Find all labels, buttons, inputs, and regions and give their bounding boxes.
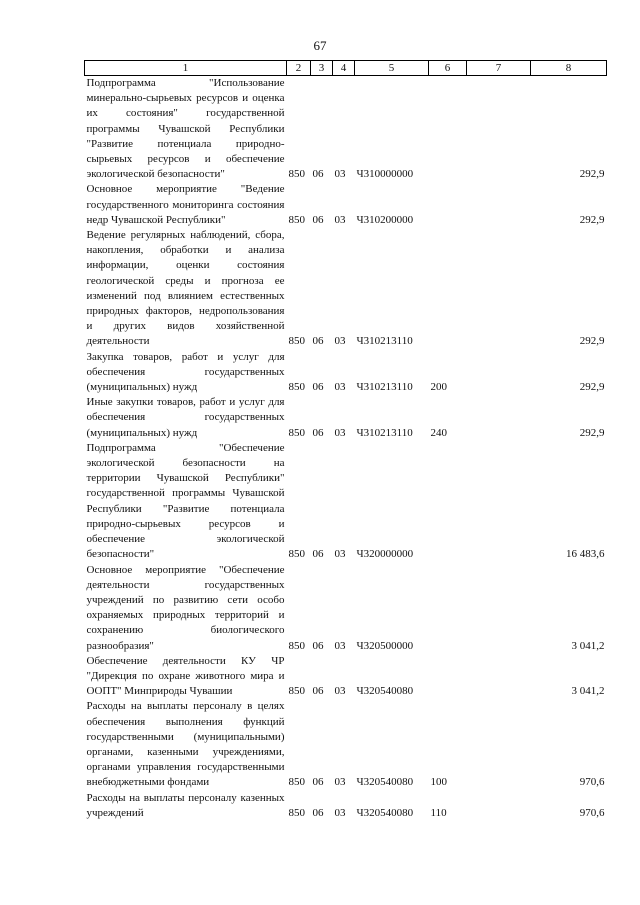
row-expense-type-cell [429, 654, 467, 700]
row-section-cell: 06 [312, 776, 324, 789]
row-col7-cell [467, 350, 531, 396]
row-ministry-cell: 850 [288, 806, 305, 819]
row-section-cell: 06 [312, 548, 324, 561]
table-row [85, 563, 607, 654]
row-ministry-cell: 850 [288, 381, 305, 394]
row-col7-cell [467, 228, 531, 350]
row-section-cell: 06 [312, 381, 324, 394]
row-target-article-cell: Ч310213110 [356, 426, 413, 439]
row-expense-type-cell [429, 76, 467, 183]
table-row [85, 441, 607, 563]
row-col7-cell [467, 563, 531, 654]
row-target-article-cell: Ч310200000 [356, 213, 414, 226]
row-expense-type-cell [429, 228, 467, 350]
row-section-cell: 06 [312, 168, 324, 181]
row-target-article-cell: Ч320000000 [356, 548, 414, 561]
table-row [85, 395, 607, 441]
column-header-section: 3 [311, 61, 333, 76]
row-ministry-cell: 850 [288, 168, 305, 181]
table-header-row [85, 61, 607, 76]
row-amount-cell: 16 483,6 [566, 548, 605, 561]
row-amount-cell: 970,6 [579, 806, 605, 819]
row-subsection-cell: 03 [334, 776, 346, 789]
row-amount-cell: 292,9 [579, 426, 605, 439]
table-row [85, 182, 607, 228]
row-section-cell: 06 [312, 639, 324, 652]
row-col7-cell [467, 441, 531, 563]
column-header-name: 1 [85, 61, 287, 76]
row-expense-type-cell: 200 [430, 381, 447, 394]
row-name-cell: Расходы на выплаты персоналу в целях обеспечения выполнения функций государственными (муниципальными) органами, казенными учреждениями, органами управления государственными внебюджетными фондами [86, 700, 285, 789]
row-section-cell: 06 [312, 335, 324, 348]
row-target-article-cell: Ч320540080 [356, 776, 414, 789]
row-target-article-cell: Ч310213110 [356, 381, 413, 394]
row-amount-cell: 292,9 [579, 168, 605, 181]
row-section-cell: 06 [312, 426, 324, 439]
row-target-article-cell: Ч320500000 [356, 639, 414, 652]
row-expense-type-cell: 110 [430, 806, 447, 819]
row-section-cell: 06 [312, 806, 324, 819]
row-target-article-cell: Ч310000000 [356, 168, 414, 181]
table-body [85, 76, 607, 821]
row-name-cell: Иные закупки товаров, работ и услуг для обеспечения государственных (муниципальных) нужд [86, 396, 285, 439]
table-row [85, 76, 607, 183]
row-expense-type-cell [429, 441, 467, 563]
row-col7-cell [467, 395, 531, 441]
table-row [85, 791, 607, 821]
column-header-subsection: 4 [333, 61, 355, 76]
table-row [85, 350, 607, 396]
row-subsection-cell: 03 [334, 806, 346, 819]
row-expense-type-cell [429, 182, 467, 228]
row-ministry-cell: 850 [288, 639, 305, 652]
row-col7-cell [467, 654, 531, 700]
row-ministry-cell: 850 [288, 685, 305, 698]
column-header-amount: 8 [531, 61, 607, 76]
row-subsection-cell: 03 [334, 335, 346, 348]
row-ministry-cell: 850 [288, 776, 305, 789]
row-amount-cell: 292,9 [579, 335, 605, 348]
column-header-expense-type: 6 [429, 61, 467, 76]
row-amount-cell: 3 041,2 [571, 639, 605, 652]
row-col7-cell [467, 182, 531, 228]
row-section-cell: 06 [312, 685, 324, 698]
row-name-cell: Закупка товаров, работ и услуг для обеспечения государственных (муниципальных) нужд [86, 350, 285, 394]
row-ministry-cell: 850 [288, 426, 305, 439]
column-header-7: 7 [467, 61, 531, 76]
row-name-cell: Подпрограмма "Использование минерально-сырьевых ресурсов и оценка их состояния" государственной программы Чувашской Республики "Развитие потенциала природно-сырьевых ресурсов и обеспечение экологической безопасности" [86, 77, 285, 181]
row-name-cell: Подпрограмма "Обеспечение экологической безопасности на территории Чувашской Республики" государственной программы Чувашской Республики "Развитие потенциала природно-сырьевых ресурсов и обеспечение экологической безопасности" [86, 441, 285, 561]
row-ministry-cell: 850 [288, 548, 305, 561]
row-amount-cell: 970,6 [579, 776, 605, 789]
column-header-ministry: 2 [287, 61, 311, 76]
row-section-cell: 06 [312, 213, 324, 226]
row-subsection-cell: 03 [334, 685, 346, 698]
budget-table [84, 60, 607, 821]
row-name-cell: Основное мероприятие "Ведение государственного мониторинга состояния недр Чувашской Республики" [86, 183, 285, 226]
row-subsection-cell: 03 [334, 381, 346, 394]
row-subsection-cell: 03 [334, 426, 346, 439]
row-name-cell: Расходы на выплаты персоналу казенных учреждений [86, 791, 285, 819]
row-amount-cell: 292,9 [579, 381, 605, 394]
row-subsection-cell: 03 [334, 168, 346, 181]
row-ministry-cell: 850 [288, 213, 305, 226]
table-row [85, 228, 607, 350]
row-col7-cell [467, 791, 531, 821]
row-name-cell: Обеспечение деятельности КУ ЧР "Дирекция по охране животного мира и ООПТ" Минприроды Чувашии [86, 654, 285, 698]
row-amount-cell: 292,9 [579, 213, 605, 226]
row-amount-cell: 3 041,2 [571, 685, 605, 698]
column-header-target-article: 5 [355, 61, 429, 76]
row-target-article-cell: Ч320540080 [356, 685, 414, 698]
row-expense-type-cell [429, 563, 467, 654]
row-col7-cell [467, 699, 531, 790]
row-subsection-cell: 03 [334, 639, 346, 652]
row-expense-type-cell: 240 [430, 426, 447, 439]
row-name-cell: Основное мероприятие "Обеспечение деятельности государственных учреждений по развитию сети особо охраняемых природных территорий и сохранению биологического разнообразия" [86, 563, 285, 652]
row-ministry-cell: 850 [288, 335, 305, 348]
row-col7-cell [467, 76, 531, 183]
row-subsection-cell: 03 [334, 213, 346, 226]
page-number: 67 [313, 38, 327, 53]
row-expense-type-cell: 100 [430, 776, 447, 789]
row-target-article-cell: Ч310213110 [356, 335, 413, 348]
table-row [85, 654, 607, 700]
row-name-cell: Ведение регулярных наблюдений, сбора, накопления, обработки и анализа информации, оценки состояния геологической среды и прогноза ее изменений под влиянием естественных природных факторов, недропользования и других видов хозяйственной деятельности [86, 229, 285, 348]
table-row [85, 699, 607, 790]
row-target-article-cell: Ч320540080 [356, 806, 414, 819]
row-subsection-cell: 03 [334, 548, 346, 561]
